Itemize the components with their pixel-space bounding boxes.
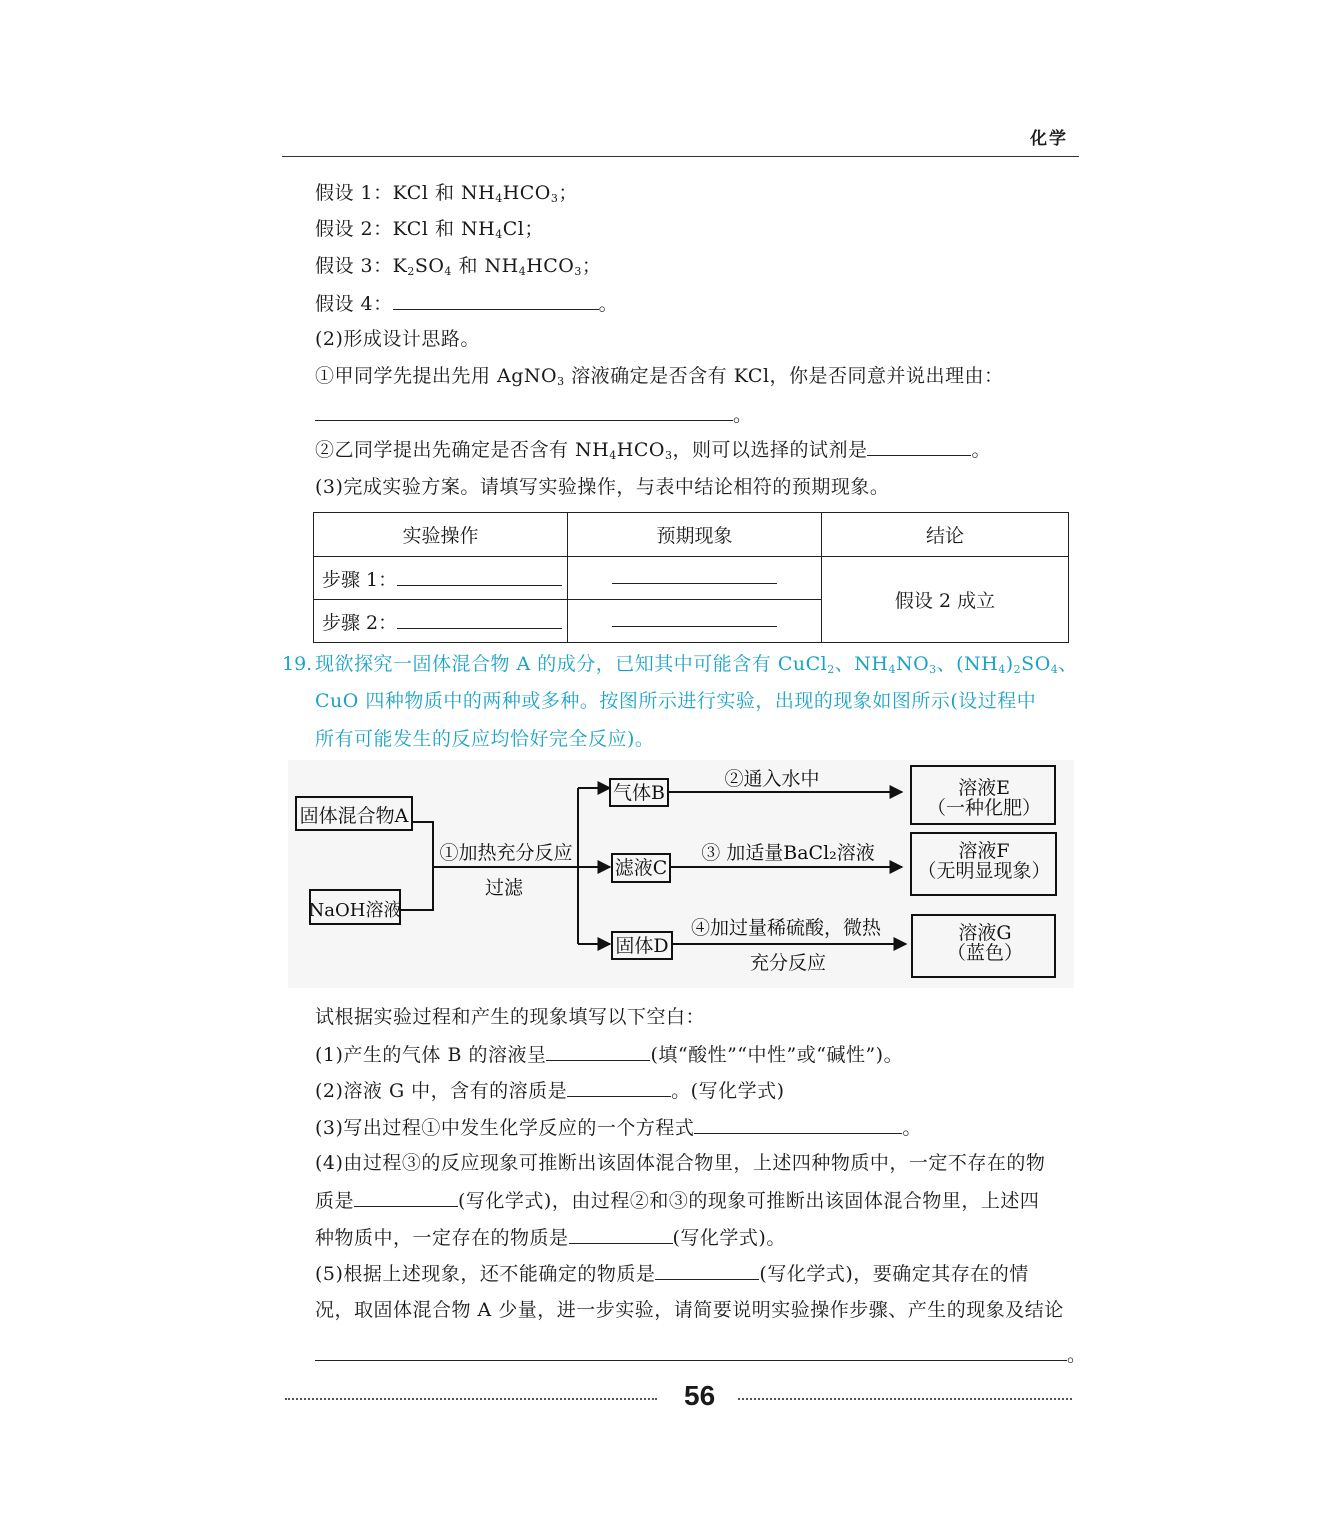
q19-part-2: (2)溶液 G 中，含有的溶质是 。(写化学式) xyxy=(315,1080,785,1102)
absent-substance-blank[interactable] xyxy=(354,1188,458,1207)
q19-part-5-line-2: 况，取固体混合物 A 少量，进一步实验，请简要说明实验操作步骤、产生的现象及结论 xyxy=(315,1299,1064,1321)
solid-d-label: 固体D xyxy=(615,935,669,957)
step-2-cell: 步骤 2： xyxy=(314,600,568,643)
question-19-line-1: 现欲探究一固体混合物 A 的成分，已知其中可能含有 CuCl$_2$、$NH_4NO_3$、$(NH_4)_2SO_4$、 xyxy=(315,653,1078,676)
step-1-cell: 步骤 1： xyxy=(314,557,568,600)
footer-dotted-rule-right xyxy=(738,1398,1072,1400)
hypothesis-2: 假设 2：KCl 和 $NH_4Cl$； xyxy=(315,218,544,241)
step-1-blank[interactable] xyxy=(397,569,562,586)
step-4-sub-label: 充分反应 xyxy=(749,952,827,974)
part-2-heading: (2)形成设计思路。 xyxy=(315,328,480,350)
q19-part-5-line-1: (5)根据上述现象，还不能确定的物质是 (写化学式)，要确定其存在的情 xyxy=(315,1263,1029,1285)
gas-b-acidity-blank[interactable] xyxy=(546,1042,650,1061)
step-3-label: ③ 加适量BaCl₂溶液 xyxy=(701,842,875,864)
phenomenon-2-cell xyxy=(568,600,822,643)
input-bracket xyxy=(400,822,433,910)
filter-label: 过滤 xyxy=(484,877,524,899)
reason-blank[interactable] xyxy=(315,402,733,421)
page-number: 56 xyxy=(684,1380,716,1411)
table-row xyxy=(314,557,1069,600)
solution-g-label: 溶液G xyxy=(958,922,1012,944)
q19-part-1: (1)产生的气体 B 的溶液呈 (填“酸性”“中性”或“碱性”)。 xyxy=(315,1044,904,1066)
solution-f-label: 溶液F xyxy=(958,840,1010,862)
table-header-operation: 实验操作 xyxy=(314,513,568,557)
table-header-conclusion: 结论 xyxy=(822,513,1069,557)
filtrate-c-label: 滤液C xyxy=(614,857,668,879)
q19-part-4-line-1: (4)由过程③的反应现象可推断出该固体混合物里，上述四种物质中，一定不存在的物 xyxy=(315,1152,1046,1174)
q19-intro: 试根据实验过程和产生的现象填写以下空白： xyxy=(315,1006,706,1028)
question-19-line-3: 所有可能发生的反应均恰好完全反应)。 xyxy=(315,728,655,750)
step-1-answer-line: 。 xyxy=(315,402,753,427)
q19-part-4-line-3: 种物质中，一定存在的物质是 (写化学式)。 xyxy=(315,1227,786,1249)
q19-part-5-answer-line: 。 xyxy=(315,1342,1087,1367)
phenomenon-2-blank[interactable] xyxy=(612,610,777,627)
solute-g-blank[interactable] xyxy=(567,1078,671,1097)
gas-b-label: 气体B xyxy=(613,782,665,804)
present-substance-blank[interactable] xyxy=(569,1225,673,1244)
solution-e-label: 溶液E xyxy=(958,777,1010,799)
hypothesis-4-blank[interactable] xyxy=(393,291,599,310)
step-2-question: ②乙同学提出先确定是否含有 $NH_4HCO_3$，则可以选择的试剂是 。 xyxy=(315,439,991,462)
step-4-label: ④加过量稀硫酸，微热 xyxy=(690,917,882,939)
hypothesis-3: 假设 3：$K_2SO_4$ 和 $NH_4HCO_3$； xyxy=(315,255,602,278)
phenomenon-1-cell xyxy=(568,557,822,600)
q19-part-4-line-2: 质是 (写化学式)，由过程②和③的现象可推断出该固体混合物里，上述四 xyxy=(315,1190,1040,1212)
q19-part-3: (3)写出过程①中发生化学反应的一个方程式 。 xyxy=(315,1117,922,1139)
header-rule xyxy=(282,156,1079,157)
experiment-flow-diagram xyxy=(288,760,1074,988)
undetermined-substance-blank[interactable] xyxy=(655,1261,759,1280)
table-header-phenomenon: 预期现象 xyxy=(568,513,822,557)
phenomenon-1-blank[interactable] xyxy=(612,567,777,584)
solution-g-note: （蓝色） xyxy=(946,942,1024,964)
question-19-line-2: CuO 四种物质中的两种或多种。按图所示进行实验，出现的现象如图所示(设过程中 xyxy=(315,690,1037,712)
experiment-table xyxy=(313,512,1069,643)
footer-dotted-rule-left xyxy=(285,1398,657,1400)
part-3-heading: (3)完成实验方案。请填写实验操作，与表中结论相符的预期现象。 xyxy=(315,476,890,498)
step-2-label: ②通入水中 xyxy=(724,768,820,790)
step-2-blank[interactable] xyxy=(397,612,562,629)
experiment-description-blank[interactable] xyxy=(315,1342,1067,1361)
solution-e-note: （一种化肥） xyxy=(926,797,1042,819)
reagent-blank[interactable] xyxy=(867,437,971,456)
step-1-question: ①甲同学先提出先用 AgNO$_3$ 溶液确定是否含有 KCl，你是否同意并说出理由： xyxy=(315,365,1004,388)
mixture-a-label: 固体混合物A xyxy=(299,805,409,827)
equation-blank[interactable] xyxy=(694,1115,902,1134)
hypothesis-1: 假设 1：KCl 和 $NH_4HCO_3$； xyxy=(315,182,578,205)
solution-f-note: （无明显现象） xyxy=(917,860,1051,882)
header-subject-title: 化学 xyxy=(1030,129,1068,149)
naoh-label: NaOH溶液 xyxy=(308,900,402,921)
conclusion-cell: 假设 2 成立 xyxy=(822,557,1069,643)
step-1-label: ①加热充分反应 xyxy=(439,842,573,864)
question-19-number: 19. xyxy=(282,653,313,675)
hypothesis-4: 假设 4： 。 xyxy=(315,293,619,315)
